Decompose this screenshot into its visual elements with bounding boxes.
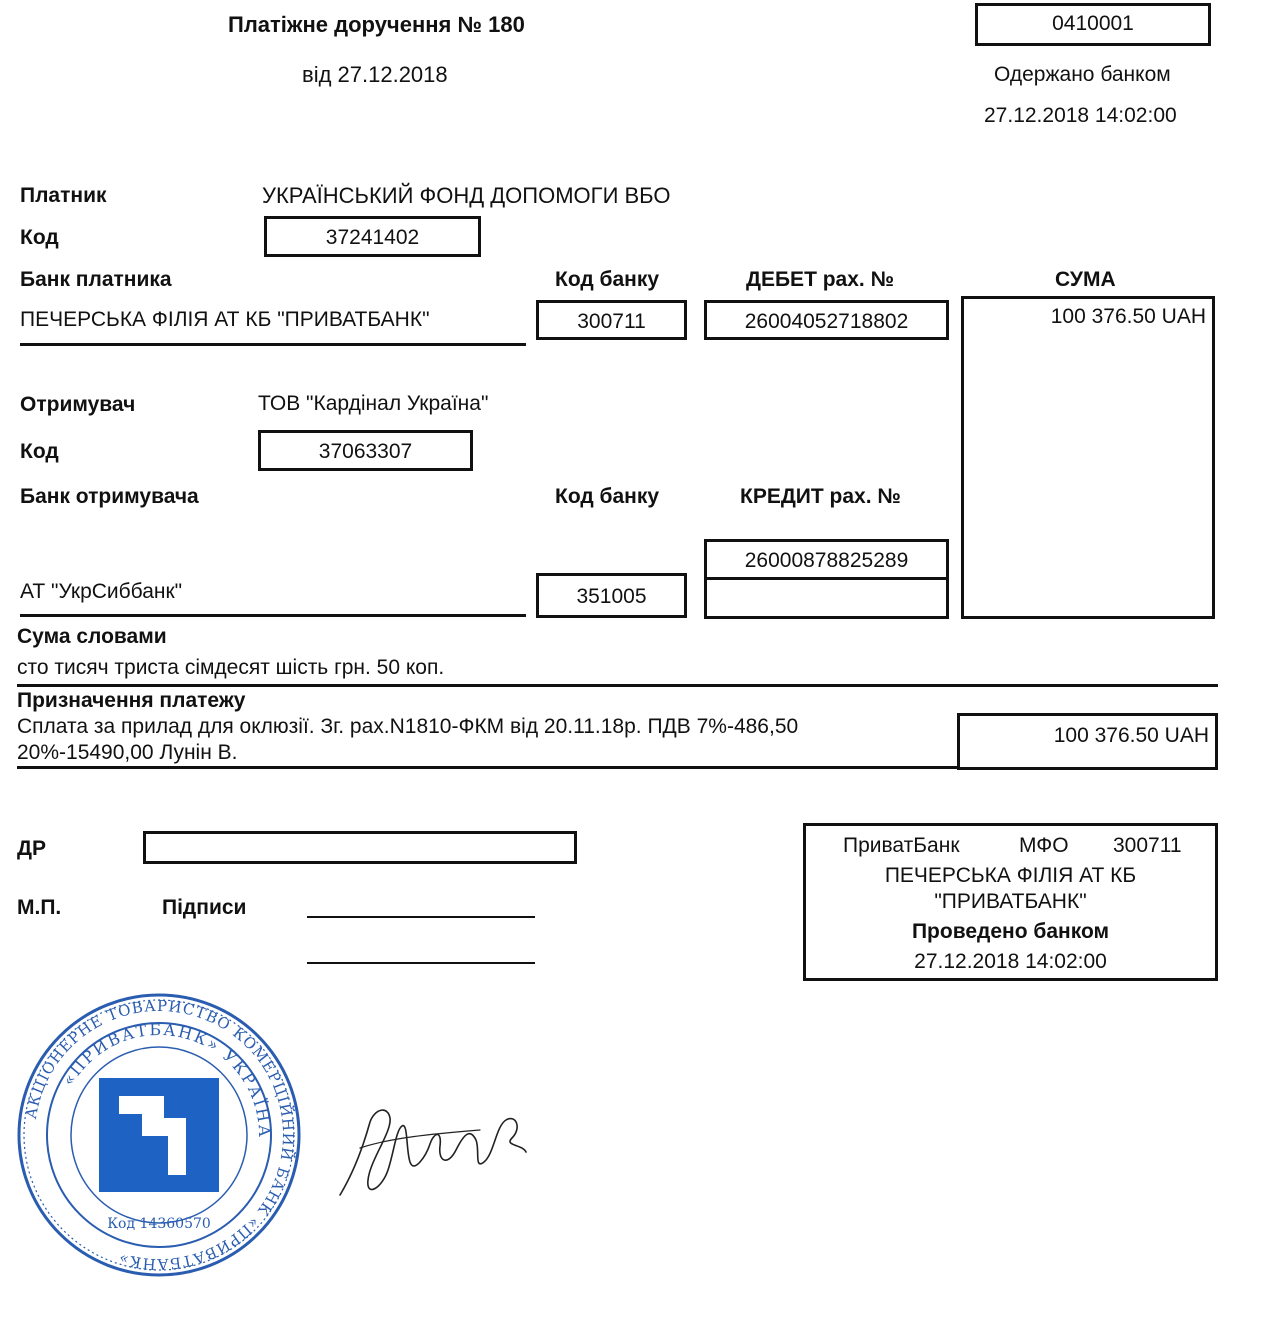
document-title: Платіжне доручення № 180 (228, 12, 525, 37)
payer-code-label: Код (20, 226, 59, 249)
signature-line-1 (307, 916, 535, 918)
recipient-bank-name: АТ "УкрСиббанк" (20, 580, 183, 603)
debit-account-label: ДЕБЕТ рах. № (746, 268, 894, 291)
recipient-bank-code-box (536, 573, 687, 618)
mp-label: М.П. (17, 896, 62, 919)
payer-bank-code: 300711 (577, 310, 646, 333)
dr-label: ДР (17, 837, 46, 860)
credit-account-box (704, 539, 949, 580)
amount-value: 100 376.50 UAH (1050, 305, 1206, 328)
recipient-bank-code-label: Код банку (555, 485, 660, 508)
stamp-mfo: 300711 (1113, 834, 1182, 857)
seal-outer-ring-path: АКЦІОНЕРНЕ ТОВАРИСТВО КОМЕРЦІЙНИЙ БАНК «ПРИВАТБАНК» (22, 996, 298, 1274)
credit-account-label: КРЕДИТ рах. № (740, 485, 901, 508)
recipient-name: ТОВ "Кардінал Україна" (258, 392, 489, 415)
recipient-bank-code: 351005 (576, 585, 647, 608)
credit-account: 26000878825289 (744, 549, 909, 572)
received-label: Одержано банком (994, 63, 1171, 86)
form-code-box (975, 3, 1211, 46)
recipient-bank-label: Банк отримувача (20, 485, 199, 508)
purpose-amount-box (957, 713, 1218, 770)
bank-processing-stamp (803, 823, 1218, 981)
signatures-label: Підписи (162, 896, 247, 919)
sum-words-divider (17, 684, 1218, 687)
debit-account-box (704, 300, 949, 340)
dr-box (143, 831, 577, 864)
stamp-processed-label: Проведено банком (911, 920, 1110, 943)
signature-line-2 (307, 962, 535, 964)
bank-seal (14, 990, 304, 1280)
amount-label: СУМА (1055, 268, 1116, 291)
document-date: від 27.12.2018 (302, 62, 448, 87)
recipient-label: Отримувач (20, 393, 136, 416)
payer-label: Платник (20, 184, 107, 207)
stamp-mfo-label: МФО (1019, 834, 1069, 857)
recipient-code: 37063307 (318, 440, 413, 463)
sum-words-text: сто тисяч триста сімдесят шість грн. 50 коп. (17, 656, 445, 679)
purpose-line-2: 20%-15490,00 Лунін В. (17, 741, 238, 764)
payer-bank-label: Банк платника (20, 268, 172, 291)
amount-box (961, 296, 1215, 619)
bank-seal-graphic (14, 990, 304, 1280)
signature-graphic (330, 1100, 540, 1210)
seal-code-text: Код 14360570 (107, 1216, 211, 1232)
recipient-code-label: Код (20, 440, 59, 463)
purpose-line-1: Сплата за прилад для оклюзії. Зг. рах.N1810-ФКМ від 20.11.18р. ПДВ 7%-486,50 (17, 715, 799, 738)
payer-bank-name: ПЕЧЕРСЬКА ФІЛІЯ АТ КБ "ПРИВАТБАНК" (20, 308, 430, 331)
purpose-label: Призначення платежу (17, 689, 246, 712)
handwritten-signature (330, 1100, 540, 1210)
purpose-underline (17, 766, 958, 769)
payer-bank-code-box (536, 300, 687, 340)
recipient-bank-underline (20, 614, 526, 617)
sum-words-label: Сума словами (17, 625, 167, 648)
payer-bank-underline (20, 343, 526, 346)
payer-code-box (264, 216, 481, 257)
payer-code: 37241402 (325, 226, 420, 249)
stamp-bank-name: ПриватБанк (843, 834, 960, 857)
seal-inner-ring-path: «ПРИВАТБАНК» УКРАЇНА (58, 1019, 275, 1140)
purpose-amount: 100 376.50 UAH (1053, 724, 1209, 747)
stamp-branch-line-2: "ПРИВАТБАНК" (934, 890, 1087, 913)
stamp-processed-datetime: 27.12.2018 14:02:00 (914, 950, 1107, 973)
credit-account-extra-box (704, 577, 949, 619)
debit-account: 26004052718802 (744, 310, 909, 333)
recipient-code-box (258, 430, 473, 471)
form-code: 0410001 (1052, 12, 1134, 35)
received-datetime: 27.12.2018 14:02:00 (984, 104, 1177, 127)
stamp-branch-line-1: ПЕЧЕРСЬКА ФІЛІЯ АТ КБ (884, 864, 1137, 887)
payer-bank-code-label: Код банку (555, 268, 660, 291)
payer-name: УКРАЇНСЬКИЙ ФОНД ДОПОМОГИ ВБО (262, 183, 671, 208)
